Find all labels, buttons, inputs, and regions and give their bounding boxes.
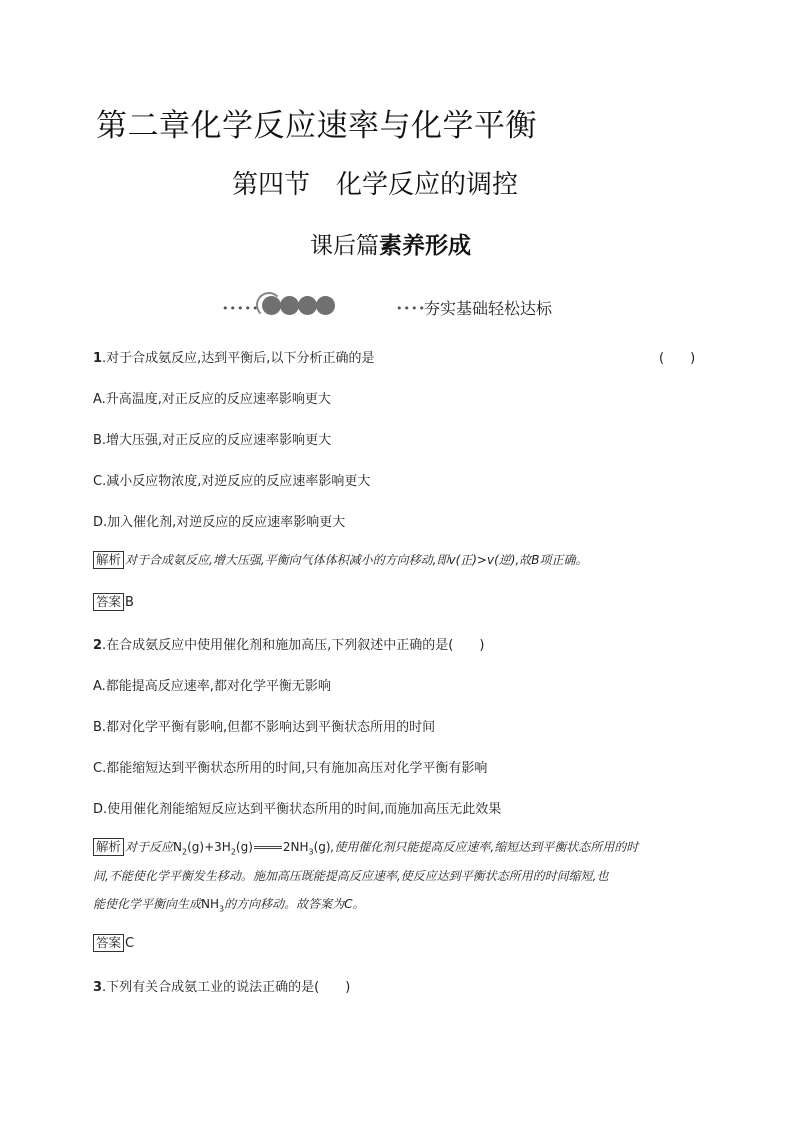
banner-dots-left: ••••• [222, 302, 260, 315]
analysis-label: 解析 [93, 838, 124, 856]
banner-text: 夯实基础轻松达标 [424, 299, 553, 318]
question-1-option-b: B.增大压强,对正反应的反应速率影响更大 [93, 433, 332, 448]
question-2-option-c: C.都能缩短达到平衡状态所用的时间,只有施加高压对化学平衡有影响 [93, 761, 488, 776]
question-2-answer [93, 934, 134, 952]
question-2-option-b: B.都对化学平衡有影响,但都不影响达到平衡状态所用的时间 [93, 720, 436, 735]
answer-label: 答案 [93, 934, 124, 952]
question-2-stem: 2.在合成氨反应中使用催化剂和施加高压,下列叙述中正确的是( ) [93, 638, 485, 653]
analysis-label: 解析 [93, 551, 124, 569]
answer-value: C [125, 936, 135, 951]
banner-dots-right: •••• [396, 302, 426, 315]
section-title [232, 164, 518, 201]
answer-value: B [125, 595, 134, 610]
banner-balls-icon [258, 292, 338, 316]
section-banner [222, 290, 582, 318]
question-2-analysis-line-3: 能使化学平衡向生成$NH_3$的方向移动。故答案为C。 [93, 897, 365, 914]
question-1-stem: 1.对于合成氨反应,达到平衡后,以下分析正确的是 [93, 351, 375, 366]
answer-label: 答案 [93, 593, 124, 611]
chapter-title: 第二章化学反应速率与化学平衡 [96, 108, 537, 144]
equilibrium-arrow-icon [254, 846, 282, 849]
question-1-option-a: A.升高温度,对正反应的反应速率影响更大 [93, 392, 331, 407]
after-class-prefix: 课后篇 [310, 233, 379, 259]
question-2-option-a: A.都能提高反应速率,都对化学平衡无影响 [93, 679, 331, 694]
section-name: 化学反应的调控 [336, 170, 519, 200]
question-2-analysis-line-1: 解析 对于反应$N_2(g)+3H_2(g)$ $2NH_3(g)$,使用催化剂只能提高反应速率,缩短达到平衡状态所用的时 [93, 838, 638, 856]
question-1-analysis [93, 551, 588, 569]
question-3-stem: 3.下列有关合成氨工业的说法正确的是( ) [93, 980, 351, 995]
question-2-analysis-line-2: 间,不能使化学平衡发生移动。施加高压既能提高反应速率,使反应达到平衡状态所用的时间缩短,也 [93, 869, 609, 883]
question-1-paren: ( ) [659, 351, 696, 366]
question-2-option-d: D.使用催化剂能缩短反应达到平衡状态所用的时间,而施加高压无此效果 [93, 802, 502, 817]
after-class-heading [310, 227, 471, 260]
section-number: 第四节 [232, 170, 311, 200]
question-1-option-d: D.加入催化剂,对逆反应的反应速率影响更大 [93, 515, 346, 530]
question-1-option-c: C.减小反应物浓度,对逆反应的反应速率影响更大 [93, 474, 371, 489]
after-class-bold: 素养形成 [379, 233, 471, 259]
question-1-answer [93, 593, 134, 611]
analysis-text: 对于合成氨反应,增大压强,平衡向气体体积减小的方向移动,即v(正)>v(逆),故B项正确。 [125, 553, 588, 567]
